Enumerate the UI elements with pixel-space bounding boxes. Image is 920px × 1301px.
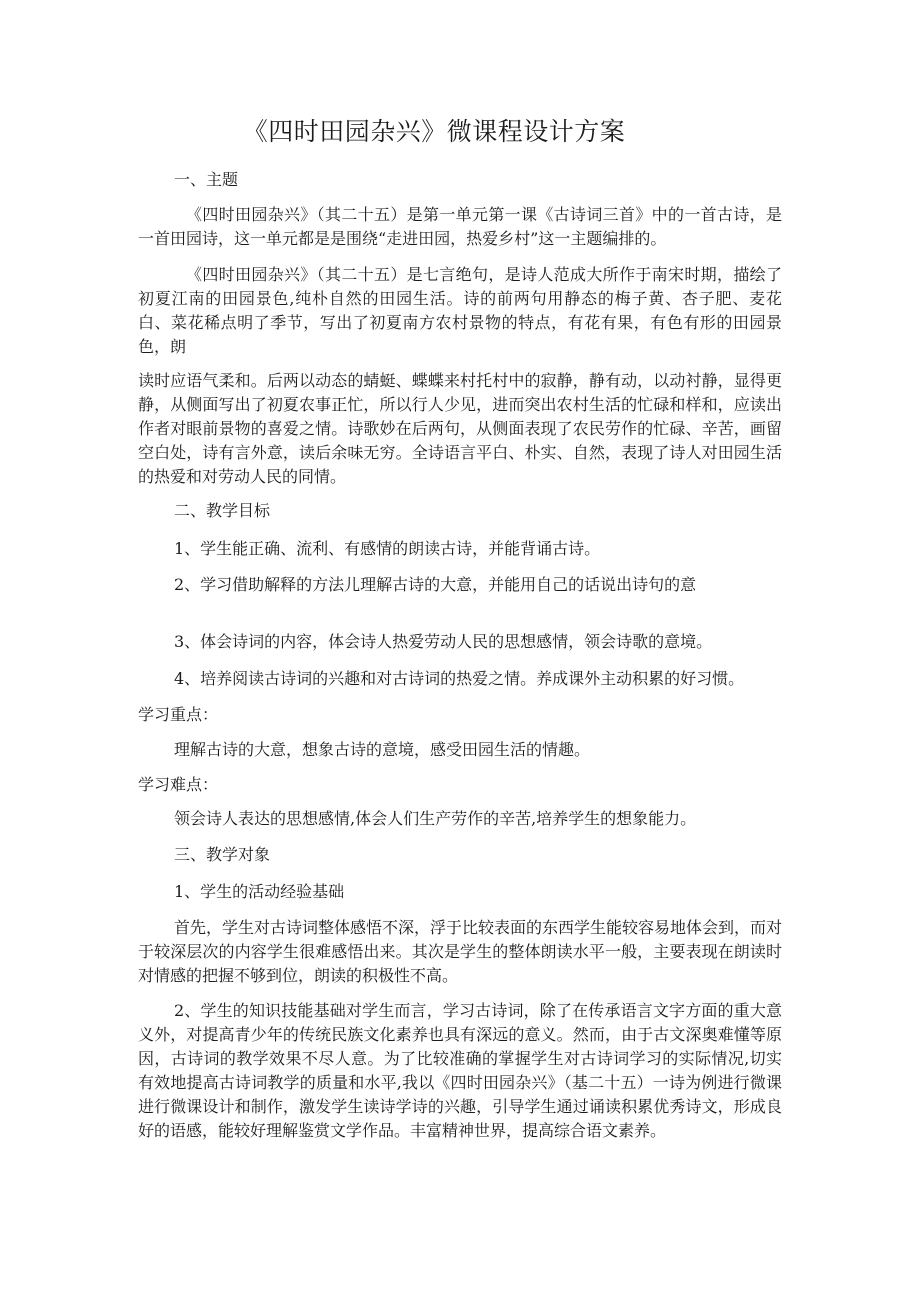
paragraph-knowledge-skills: 2、学生的知识技能基础对学生而言，学习古诗词，除了在传承语言文字方面的重大意义外，对提高青少年的传统民族文化素养也具有深远的意义。然而，由于古文深奥难懂等原因，古诗词的教学效果不尽人意。为了比较准确的掌握学生对古诗词学习的实际情况,切实有效地提高古诗词教学的质量和水平,我以《四时田园杂兴》（基二十五）一诗为例进行微课进行微课设计和制作，激发学生读诗学诗的兴趣，引导学生通过诵读积累优秀诗文，形成良好的语感，能较好理解鉴赏文学作品。丰富精神世界，提高综合语文素养。 [138, 1001, 782, 1140]
goal-item-1: 1、学生能正确、流利、有感情的朗读古诗，并能背诵古诗。 [174, 539, 601, 558]
paragraph-poem-description: 《四时田园杂兴》（其二十五）是七言绝句，是诗人范成大所作于南宋时期，描绘了初夏江南的田园景色,纯朴自然的田园生活。诗的前两句用静态的梅子黄、杏子肥、麦花白、菜花稀点明了季节，写出了初夏南方农村景物的特点，有花有果，有色有形的田园景色，朗 [138, 265, 782, 356]
goal-item-2: 2、学习借助解释的方法儿理解古诗的大意，并能用自己的话说出诗句的意 [174, 575, 697, 594]
section-heading-audience: 三、教学对象 [174, 845, 271, 864]
key-points-text: 理解古诗的大意，想象古诗的意境，感受田园生活的情趣。 [174, 740, 591, 759]
sub-heading-experience: 1、学生的活动经验基础 [174, 882, 345, 901]
difficulty-label: 学习难点： [138, 775, 219, 794]
paragraph-reading-guide: 读时应语气柔和。后两以动态的蜻蜓、蝶蝶来村托村中的寂静，静有动，以动衬静，显得更静，从侧面写出了初夏农事正忙，所以行人少见，进而突出农村生活的忙碌和样和，应读出作者对眼前景物的喜爱之情。诗歌妙在后两句，从侧面表现了农民劳作的忙碌、辛苦，画留空白处，诗有言外意，读后余味无穷。全诗语言平白、朴实、自然，表现了诗人对田园生活的热爱和对劳动人民的同情。 [138, 371, 782, 486]
section-heading-theme: 一、主题 [174, 170, 239, 189]
goal-item-4: 4、培养阅读古诗词的兴趣和对古诗词的热爱之情。养成课外主动积累的好习惯。 [174, 669, 745, 688]
section-heading-goals: 二、教学目标 [174, 501, 271, 520]
key-points-label: 学习重点： [138, 705, 219, 724]
difficulty-text: 领会诗人表达的思想感情,体会人们生产劳作的辛苦,培养学生的想象能力。 [174, 809, 697, 828]
document-title: 《四时田园杂兴》微课程设计方案 [242, 117, 626, 146]
goal-item-3: 3、体会诗词的内容，体会诗人热爱劳动人民的思想感情，领会诗歌的意境。 [174, 632, 713, 651]
paragraph-experience: 首先，学生对古诗词整体感悟不深，浮于比较表面的东西学生能较容易地体会到，而对于较深层次的内容学生很难感悟出来。其次是学生的整体朗读水平一般，主要表现在朗读时对情感的把握不够到位，朗读的积极性不高。 [138, 918, 783, 985]
paragraph-intro: 《四时田园杂兴》（其二十五）是第一单元第一课《古诗词三首》中的一首古诗，是一首田园诗，这一单元都是是围绕“走进田园，热爱乡村”这一主题编排的。 [138, 205, 782, 248]
